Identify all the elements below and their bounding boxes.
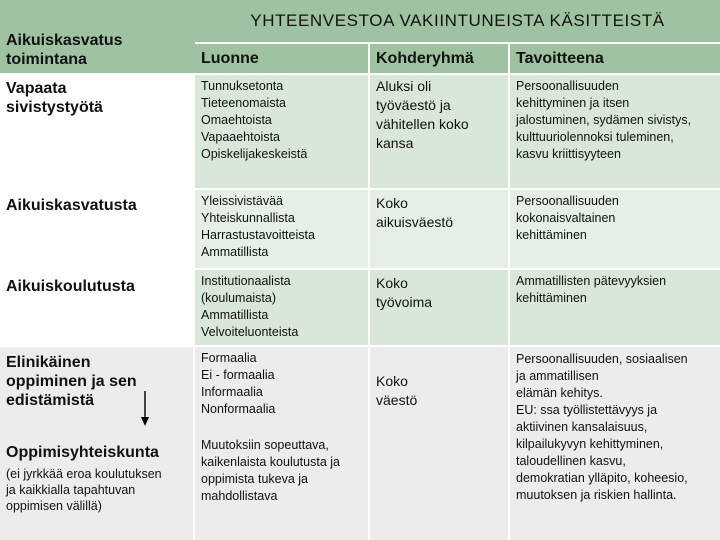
header-kohderyhma (370, 44, 508, 73)
down-arrow-icon (140, 391, 150, 427)
cell-luonne-vapaata: Tunnuksetonta Tieteenomaista Omaehtoista Vapaaehtoista Opiskelijakeskeistä (195, 75, 368, 188)
cell-luonne-aikuiskoulutusta: Institutionaalista (koulumaista) Ammatillista Velvoiteluonteista (195, 270, 368, 345)
row-label-elinikainen-oppiminen: Elinikäinen oppiminen ja sen edistämistä (0, 347, 193, 433)
cell-kohderyhma-vapaata: Aluksi oli työväestö ja vähitellen koko kansa (370, 75, 508, 188)
cell-luonne-aikuiskasvatusta: Yleissivistävää Yhteiskunnallista Harrastustavoitteista Ammatillista (195, 190, 368, 268)
header-luonne (195, 44, 368, 73)
cell-tavoitteena-aikuiskoulutusta: Ammatillisten pätevyyksien kehittäminen (510, 270, 720, 345)
header-tavoitteena-label: Tavoitteena (516, 49, 604, 67)
cell-tavoitteena-vapaata: Persoonallisuuden kehittyminen ja itsen jalostuminen, sydämen sivistys, kulttuuriolennoksi tuleminen, kasvu kriittisyyteen (510, 75, 720, 188)
header-tavoitteena (510, 44, 720, 73)
cell-kohderyhma-aikuiskasvatusta: Koko aikuisväestö (370, 190, 508, 268)
corner-header (0, 0, 195, 73)
row-label-aikuiskoulutusta: Aikuiskoulutusta (0, 270, 193, 345)
cell-kohderyhma-elinikainen: Koko väestö (370, 347, 508, 540)
corner-label: Aikuiskasvatus toimintana (6, 32, 123, 68)
row-label-vapaata-sivistystyota: Vapaata sivistystyötä (0, 75, 193, 188)
cell-tavoitteena-elinikainen: Persoonallisuuden, sosiaalisen ja ammatillisen elämän kehitys. EU: ssa työllistettävyys ja aktiivinen kansalaisuus, kilpailukyvyn kehittyminen, taloudellinen kasvu, demokratian ylläpito, koheesio, muutoksen ja riskien hallinta. (510, 347, 720, 540)
row-label-oppimisyhteiskunta: Oppimisyhteiskunta (6, 444, 159, 461)
cell-luonne-elinikainen: Formaalia Ei - formaalia Informaalia Nonformaalia (195, 347, 368, 433)
header-kohderyhma-label: Kohderyhmä (376, 49, 474, 67)
row-label-oppimisyhteiskunta-cell (0, 433, 193, 540)
cell-tavoitteena-aikuiskasvatusta: Persoonallisuuden kokonaisvaltainen kehittäminen (510, 190, 720, 268)
cell-kohderyhma-aikuiskoulutusta: Koko työvoima (370, 270, 508, 345)
row-sublabel-oppimisyhteiskunta: (ei jyrkkää eroa koulutuksen ja kaikkialla tapahtuvan oppimisen välillä) (6, 467, 162, 513)
page-title: YHTEENVESTOA VAKIINTUNEISTA KÄSITTEISTÄ (195, 0, 720, 42)
header-luonne-label: Luonne (201, 49, 259, 67)
row-label-aikuiskasvatusta: Aikuiskasvatusta (0, 190, 193, 268)
cell-luonne-oppimisyhteiskunta: Muutoksiin sopeuttava, kaikenlaista koulutusta ja oppimista tukeva ja mahdollistava (195, 433, 368, 540)
